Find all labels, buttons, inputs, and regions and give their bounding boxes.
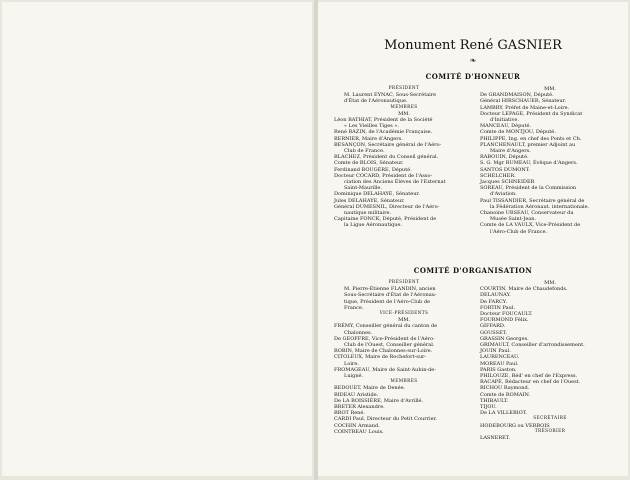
member-line: SANTOS DUMONT. bbox=[480, 166, 530, 173]
member-line: PLANCHENAULT, premier Adjoint au bbox=[480, 141, 576, 148]
member-line: ROBIN, Maire de Chalonnes-sur-Loire. bbox=[334, 348, 433, 355]
member-line: MANCEAU, Député. bbox=[480, 123, 532, 130]
member-line: FROMAGEAU, Maire de Saint-Aubin-de- bbox=[334, 366, 436, 373]
honneur-heading: COMITÉ D'HONNEUR bbox=[425, 72, 521, 81]
member-line: BERNIER, Maire d'Angers. bbox=[334, 135, 403, 142]
member-line: CITOLEUX, Maire de Rochefort-sur- bbox=[334, 354, 427, 361]
member-line: tique, Président de l'Aéro-Club de bbox=[344, 298, 431, 305]
member-line: MM. bbox=[398, 317, 410, 324]
left-page bbox=[2, 2, 312, 476]
ornament-icon: ❧ bbox=[469, 56, 477, 65]
member-line: LAMBRY, Préfet de Maine-et-Loire. bbox=[480, 104, 570, 111]
member-line: Musée Saint-Jean. bbox=[490, 216, 537, 223]
member-line: COINTREAU Louis. bbox=[334, 428, 384, 435]
member-line: PARIS Gaston. bbox=[480, 366, 517, 373]
member-line: Capitaine FONCK, Député, Président de bbox=[334, 216, 437, 223]
member-line: Sous-Secrétaire d'État de l'Aéronau- bbox=[344, 292, 437, 299]
member-line: HODEBOURG ou VERBOIS bbox=[480, 422, 550, 429]
member-line: GRASSIN Georges. bbox=[480, 335, 529, 342]
member-line: M. Pierre-Étienne FLANDIN, ancien bbox=[344, 286, 436, 293]
member-line: d'Aviation. bbox=[490, 191, 517, 198]
member-line: LASNERET. bbox=[480, 435, 510, 442]
member-line: Docteur LEPAGE, Président du Syndicat bbox=[480, 110, 583, 117]
member-line: COURTIN, Maire de Chaudefonds. bbox=[480, 286, 568, 293]
member-line: Chanoine URSEAU, Conservateur du bbox=[480, 210, 574, 217]
member-line: M. Laurent EYNAC, Sous-Secrétaire bbox=[344, 92, 437, 99]
member-line: COCHIN Armand. bbox=[334, 422, 380, 429]
member-line: GOUSSET. bbox=[480, 329, 507, 336]
member-line: Général HIRSCHAUER, Sénateur. bbox=[480, 98, 567, 105]
member-line: la Fédération Aéronaut. internationale. bbox=[490, 203, 590, 210]
member-line: Comte de MONTJOU, Député. bbox=[480, 129, 556, 136]
section-label: PRÉSIDENT bbox=[388, 280, 420, 285]
member-line: Docteur COCARD, Président de l'Asso- bbox=[334, 172, 433, 179]
member-line: nautique militaire. bbox=[344, 210, 392, 217]
member-line: PHILOUZE, Réd' en chef de l'Express. bbox=[480, 373, 578, 380]
member-line: FOURMOND Félix. bbox=[480, 317, 529, 324]
member-line: CARDI Paul, Directeur du Petit Courrier. bbox=[334, 416, 437, 423]
member-line: MM. bbox=[398, 110, 410, 117]
member-line: LAURENCEAU. bbox=[480, 354, 520, 361]
member-line: France. bbox=[344, 304, 364, 311]
member-line: De FARCY. bbox=[480, 298, 508, 305]
member-line: Ferdinand BOUGÈRE, Député. bbox=[334, 166, 412, 173]
member-line: MOREAU Paul. bbox=[480, 360, 519, 367]
member-line: l'Aéro-Club de France. bbox=[490, 228, 548, 235]
member-line: Chalonnes. bbox=[344, 329, 373, 336]
section-label: MEMBRES bbox=[390, 104, 418, 110]
member-line: De GRANDMAISON, Député. bbox=[480, 92, 554, 99]
honneur-left-column bbox=[334, 86, 474, 229]
member-line: DELAUNAY. bbox=[480, 292, 511, 299]
member-line: RICHOU Raymond. bbox=[480, 385, 530, 392]
member-line: GIFFARD. bbox=[480, 323, 506, 330]
member-line: ciation des Anciens Élèves de l'Externat bbox=[344, 179, 446, 186]
member-line: René BAZIN, de l'Académie Française. bbox=[334, 129, 433, 136]
member-line: SCHELCHER. bbox=[480, 172, 516, 179]
member-line: Léon BATHIAT, Président de la Société bbox=[334, 117, 433, 124]
section-label: PRÉSIDENT bbox=[388, 86, 420, 91]
member-line: Comte de BLOIS, Sénateur. bbox=[334, 160, 404, 167]
organisation-right-column bbox=[480, 280, 620, 441]
member-line: Dominique DELAHAYE, Sénateur. bbox=[334, 191, 420, 198]
member-line: Docteur FOUCAULT. bbox=[480, 311, 533, 318]
member-line: BLACHEZ, Président du Conseil général. bbox=[334, 154, 439, 161]
member-line: Jules DELAHAYE, Sénateur. bbox=[334, 197, 405, 204]
right-page bbox=[318, 2, 628, 476]
member-line: De GEOFFRE, Vice-Président de l'Aéro- bbox=[334, 335, 435, 342]
section-label: TRÉSORIER bbox=[534, 428, 566, 434]
member-line: Jacques SCHNEIDER bbox=[480, 179, 535, 186]
member-line: BEDOUET, Maire de Denée. bbox=[334, 385, 406, 392]
member-line: Comte de LA VAULX, Vice-Président de bbox=[480, 222, 581, 229]
member-line: d'État de l'Aéronautique. bbox=[344, 98, 408, 105]
organisation-left-column bbox=[334, 280, 474, 435]
member-line: De LA VILLEBIOT. bbox=[480, 410, 527, 417]
member-line: De LA BOISSIÈRE, Maire d'Avrillé. bbox=[334, 397, 424, 404]
member-line: Club de l'Ouest, Conseiller général. bbox=[344, 342, 435, 349]
member-line: Luigné. bbox=[344, 373, 364, 380]
section-label: SECRÉTAIRE bbox=[533, 416, 567, 422]
member-line: RACAPÉ, Rédacteur en chef de l'Ouest. bbox=[480, 379, 581, 386]
member-line: JOUIN Paul. bbox=[480, 348, 511, 355]
member-line: MM. bbox=[544, 280, 556, 286]
member-line: PHILIPPE, Ing. en chef des Ponts et Ch. bbox=[480, 135, 582, 142]
member-line: « Les Vieilles Tiges ». bbox=[344, 123, 399, 130]
member-line: Saint-Maurille. bbox=[344, 185, 382, 192]
member-line: Club de France. bbox=[344, 148, 385, 155]
member-line: Paul TISSANDIER, Secrétaire général de bbox=[480, 197, 585, 204]
organisation-heading: COMITÉ D'ORGANISATION bbox=[413, 266, 533, 275]
member-line: GRIMAULT, Conseiller d'arrondissement. bbox=[480, 342, 585, 349]
member-line: BROT René. bbox=[334, 410, 365, 417]
member-line: la Ligue Aéronautique. bbox=[344, 222, 403, 229]
member-line: Maire d'Angers. bbox=[490, 148, 531, 155]
section-label: VICE-PRÉSIDENTS bbox=[379, 311, 429, 317]
member-line: RABOUIN, Député. bbox=[480, 154, 529, 161]
section-label: MEMBRES bbox=[390, 379, 418, 385]
member-line: SOREAU, Président de la Commission bbox=[480, 185, 577, 192]
member-line: d'Initiative. bbox=[490, 117, 519, 124]
member-line: S. G. Mgr RUMEAU, Évêque d'Angers. bbox=[480, 160, 578, 167]
member-line: BESANÇON, Secrétaire général de l'Aéro- bbox=[334, 141, 442, 148]
member-line: Comte de ROMAIN. bbox=[480, 391, 531, 398]
member-line: TIJOU. bbox=[480, 404, 497, 411]
member-line: Loire. bbox=[344, 360, 359, 367]
member-line: THIBAULT. bbox=[480, 397, 509, 404]
member-line: FORTIN Paul. bbox=[480, 304, 516, 311]
member-line: FRÉMY, Conseiller général du canton de bbox=[334, 323, 438, 330]
member-line: MM. bbox=[544, 86, 556, 92]
member-line: BRETER Alexandre. bbox=[334, 404, 385, 411]
member-line: BIDEAU Aristide. bbox=[334, 391, 379, 398]
member-line: Général DUMESNIL, Directeur de l'Aéro- bbox=[334, 203, 440, 210]
honneur-right-column bbox=[480, 86, 620, 235]
document-title: Monument René GASNIER bbox=[384, 38, 562, 53]
